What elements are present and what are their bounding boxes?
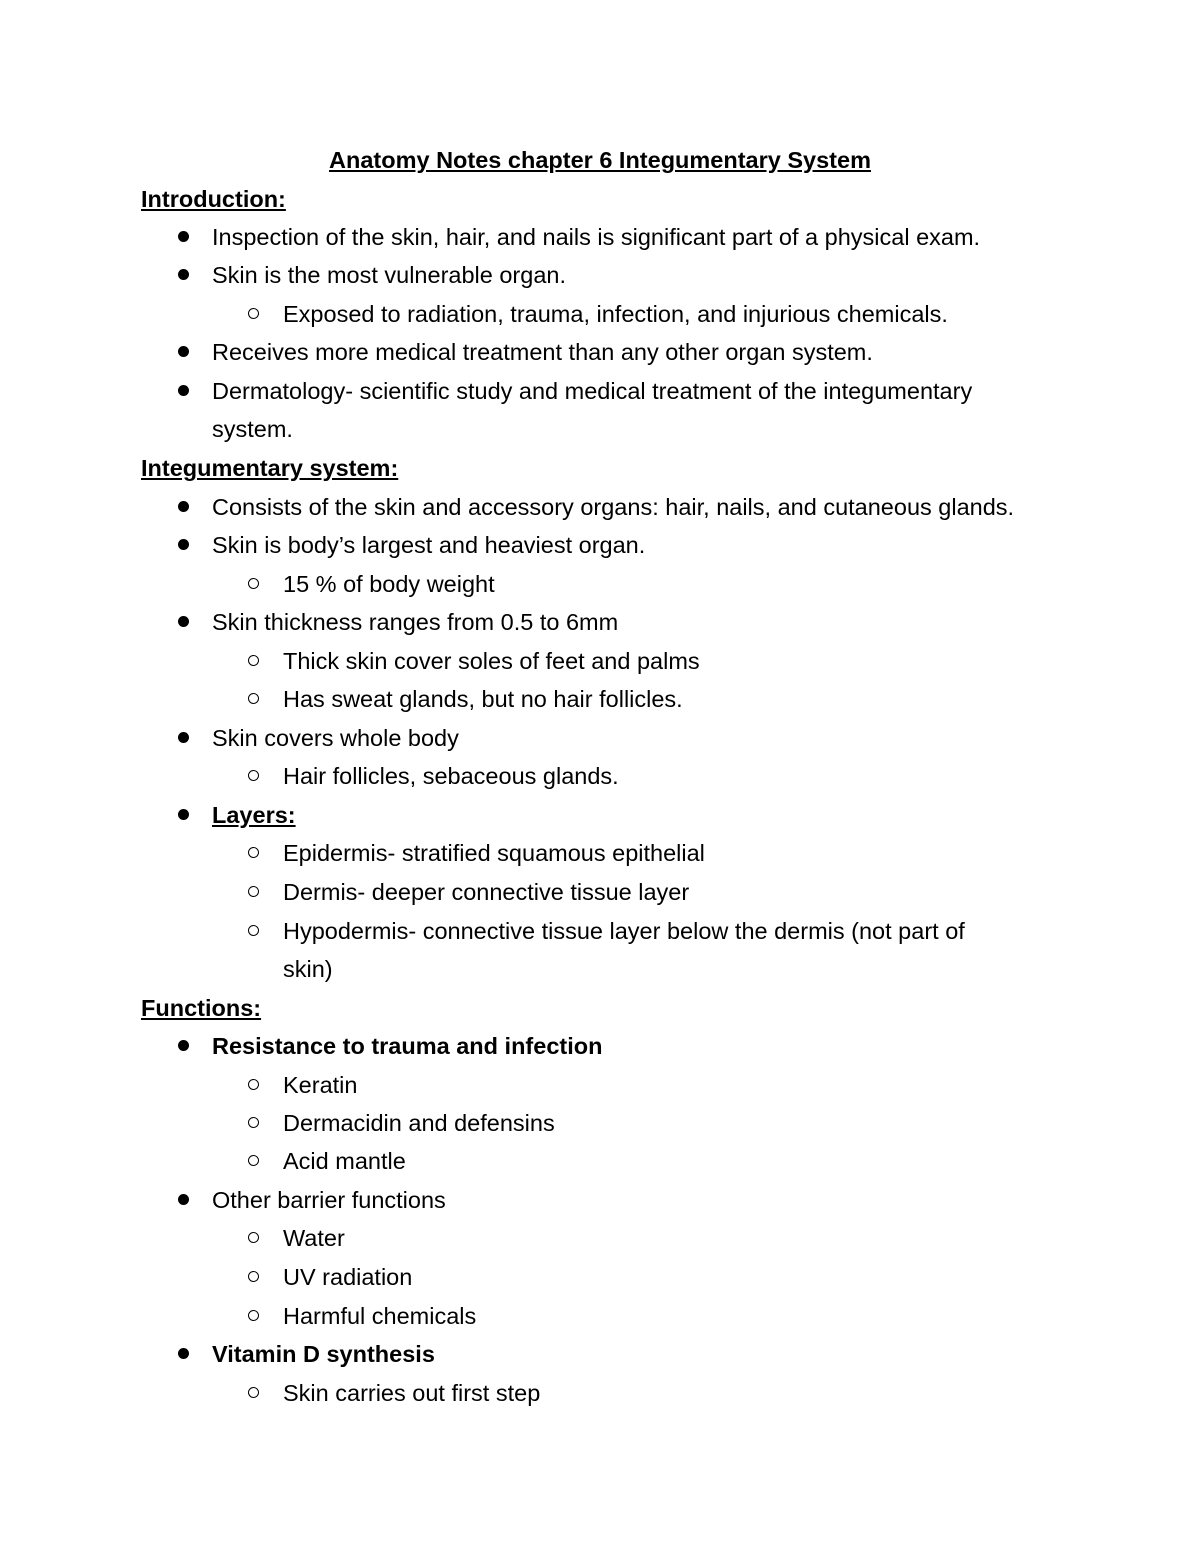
sub-list-item: Keratin [283, 1072, 358, 1098]
hollow-bullet-icon [248, 1155, 259, 1166]
list-item: Dermatology- scientific study and medical treatment of the integumentary [212, 378, 973, 404]
list-item: Vitamin D synthesis [212, 1341, 435, 1367]
hollow-bullet-icon [248, 1117, 259, 1128]
hollow-bullet-icon [248, 1079, 259, 1090]
sub-list-item: UV radiation [283, 1264, 413, 1290]
section-heading-functions: Functions: [141, 995, 262, 1021]
list-item: Receives more medical treatment than any other organ system. [212, 339, 873, 365]
hollow-bullet-icon [248, 1271, 259, 1282]
list-item-continuation: system. [212, 416, 293, 442]
hollow-bullet-icon [248, 847, 259, 858]
bullet-icon [178, 1040, 189, 1051]
sub-list-item: Harmful chemicals [283, 1303, 477, 1329]
section-heading-introduction: Introduction: [141, 186, 286, 212]
sub-list-item: Dermis- deeper connective tissue layer [283, 879, 690, 905]
bullet-icon [178, 231, 189, 242]
bullet-icon [178, 269, 189, 280]
hollow-bullet-icon [248, 770, 259, 781]
bullet-icon [178, 385, 189, 396]
list-item: Skin covers whole body [212, 725, 459, 751]
bullet-icon [178, 346, 189, 357]
sub-list-item-continuation: skin) [283, 956, 333, 982]
hollow-bullet-icon [248, 693, 259, 704]
hollow-bullet-icon [248, 655, 259, 666]
sub-list-item: Epidermis- stratified squamous epithelial [283, 840, 705, 866]
sub-list-item: 15 % of body weight [283, 571, 495, 597]
bullet-icon [178, 1348, 189, 1359]
sub-list-item: Dermacidin and defensins [283, 1110, 555, 1136]
list-item: Skin thickness ranges from 0.5 to 6mm [212, 609, 619, 635]
section-heading-integumentary: Integumentary system: [141, 455, 399, 481]
list-item: Consists of the skin and accessory organs: hair, nails, and cutaneous glands. [212, 494, 1015, 520]
bullet-icon [178, 501, 189, 512]
list-item: Other barrier functions [212, 1187, 446, 1213]
document-title: Anatomy Notes chapter 6 Integumentary System [329, 147, 871, 173]
hollow-bullet-icon [248, 886, 259, 897]
sub-list-item: Thick skin cover soles of feet and palms [283, 648, 700, 674]
bullet-icon [178, 1194, 189, 1205]
sub-list-item: Skin carries out first step [283, 1380, 541, 1406]
list-item: Skin is the most vulnerable organ. [212, 262, 566, 288]
sub-list-item: Hypodermis- connective tissue layer below the dermis (not part of [283, 918, 965, 944]
hollow-bullet-icon [248, 1310, 259, 1321]
hollow-bullet-icon [248, 925, 259, 936]
sub-list-item: Has sweat glands, but no hair follicles. [283, 686, 683, 712]
list-item: Resistance to trauma and infection [212, 1033, 603, 1059]
bullet-icon [178, 732, 189, 743]
bullet-icon [178, 809, 189, 820]
hollow-bullet-icon [248, 1232, 259, 1243]
bullet-icon [178, 539, 189, 550]
list-item: Skin is body’s largest and heaviest organ. [212, 532, 646, 558]
hollow-bullet-icon [248, 1387, 259, 1398]
sub-list-item: Water [283, 1225, 345, 1251]
hollow-bullet-icon [248, 578, 259, 589]
sub-list-item: Acid mantle [283, 1148, 406, 1174]
list-item: Inspection of the skin, hair, and nails is significant part of a physical exam. [212, 224, 981, 250]
sub-list-item: Hair follicles, sebaceous glands. [283, 763, 619, 789]
sub-list-item: Exposed to radiation, trauma, infection, and injurious chemicals. [283, 301, 948, 327]
bullet-icon [178, 616, 189, 627]
list-item-layers: Layers: [212, 802, 296, 828]
hollow-bullet-icon [248, 308, 259, 319]
